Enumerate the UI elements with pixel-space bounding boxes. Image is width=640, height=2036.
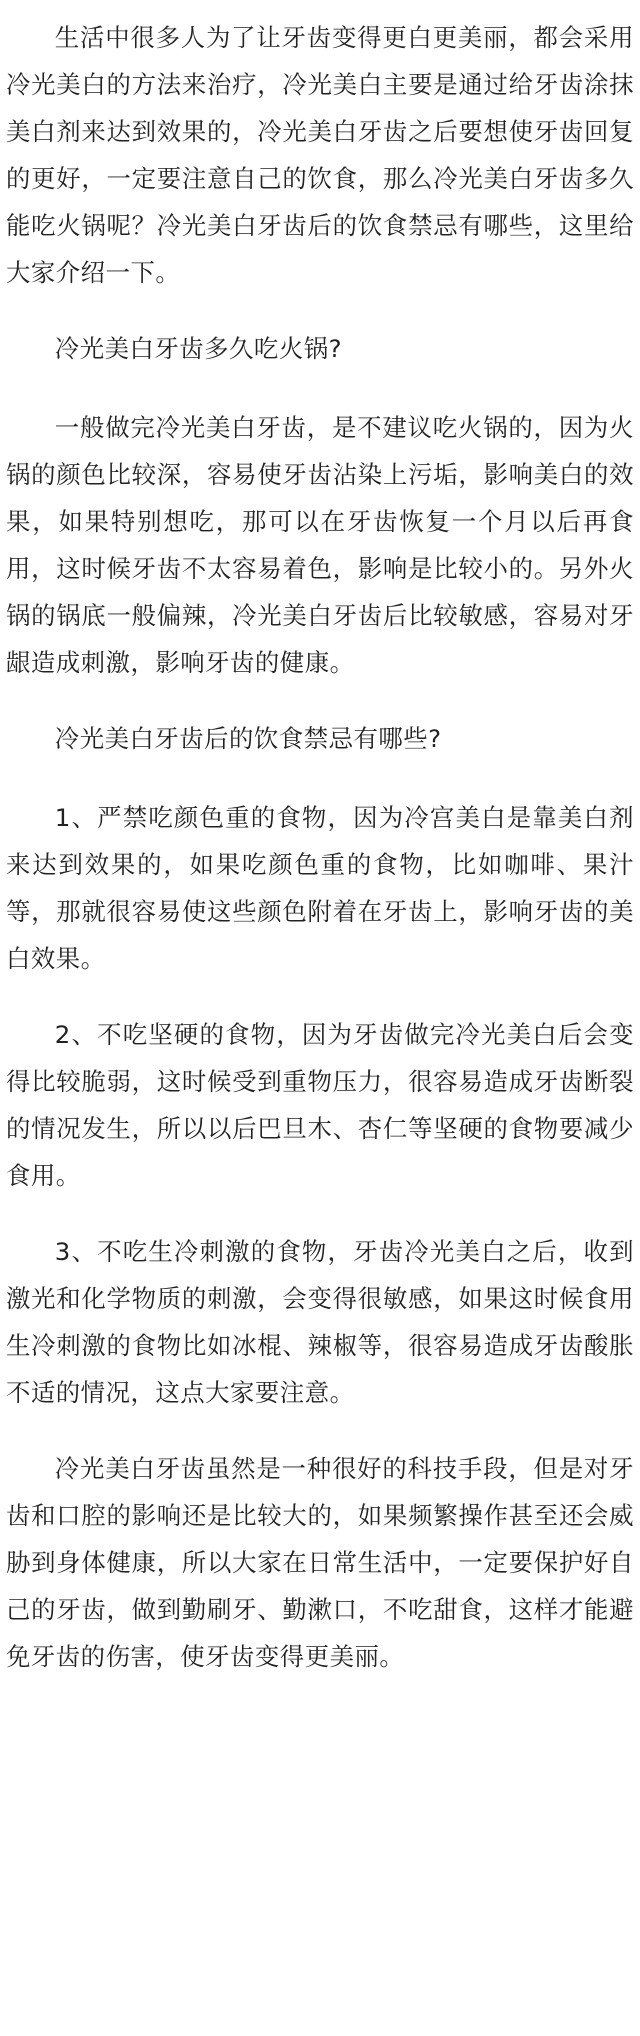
subheading-taboos: 冷光美白牙齿后的饮食禁忌有哪些? [54,724,442,753]
conclusion-paragraph: 冷光美白牙齿虽然是一种很好的科技手段，但是对牙齿和口腔的影响还是比较大的，如果频繁操作甚至还会威胁到身体健康，所以大家在日常生活中，一定要保护好自己的牙齿，做到勤刷牙、勤漱口，不吃甜食，这样才能避免牙齿的伤害，使牙齿变得更美丽。 [6,1454,634,1671]
taboo-item-3: 3、不吃生冷刺激的食物，牙齿冷光美白之后，收到激光和化学物质的刺激，会变得很敏感，如果这时候食用生冷刺激的食物比如冰棍、辣椒等，很容易造成牙齿酸胀不适的情况，这点大家要注意。 [6,1237,634,1407]
hotpot-paragraph: 一般做完冷光美白牙齿，是不建议吃火锅的，因为火锅的颜色比较深，容易使牙齿沾染上污垢，影响美白的效果，如果特别想吃，那可以在牙齿恢复一个月以后再食用，这时候牙齿不太容易着色，影响是比较小的。另外火锅的锅底一般偏辣，冷光美白牙齿后比较敏感，容易对牙龈造成刺激，影响牙齿的健康。 [6,413,634,677]
intro-paragraph: 生活中很多人为了让牙齿变得更白更美丽，都会采用冷光美白的方法来治疗，冷光美白主要是通过给牙齿涂抹美白剂来达到效果的，冷光美白牙齿之后要想使牙齿回复的更好，一定要注意自己的饮食，那么冷光美白牙齿多久能吃火锅呢？冷光美白牙齿后的饮食禁忌有哪些，这里给大家介绍一下。 [6,23,634,287]
taboo-item-1: 1、严禁吃颜色重的食物，因为冷宫美白是靠美白剂来达到效果的，如果吃颜色重的食物，比如咖啡、果汁等，那就很容易使这些颜色附着在牙齿上，影响牙齿的美白效果。 [6,803,634,973]
taboo-item-2: 2、不吃坚硬的食物，因为牙齿做完冷光美白后会变得比较脆弱，这时候受到重物压力，很容易造成牙齿断裂的情况发生，所以以后巴旦木、杏仁等坚硬的食物要减少食用。 [6,1020,634,1190]
subheading-hotpot: 冷光美白牙齿多久吃火锅? [54,334,343,363]
